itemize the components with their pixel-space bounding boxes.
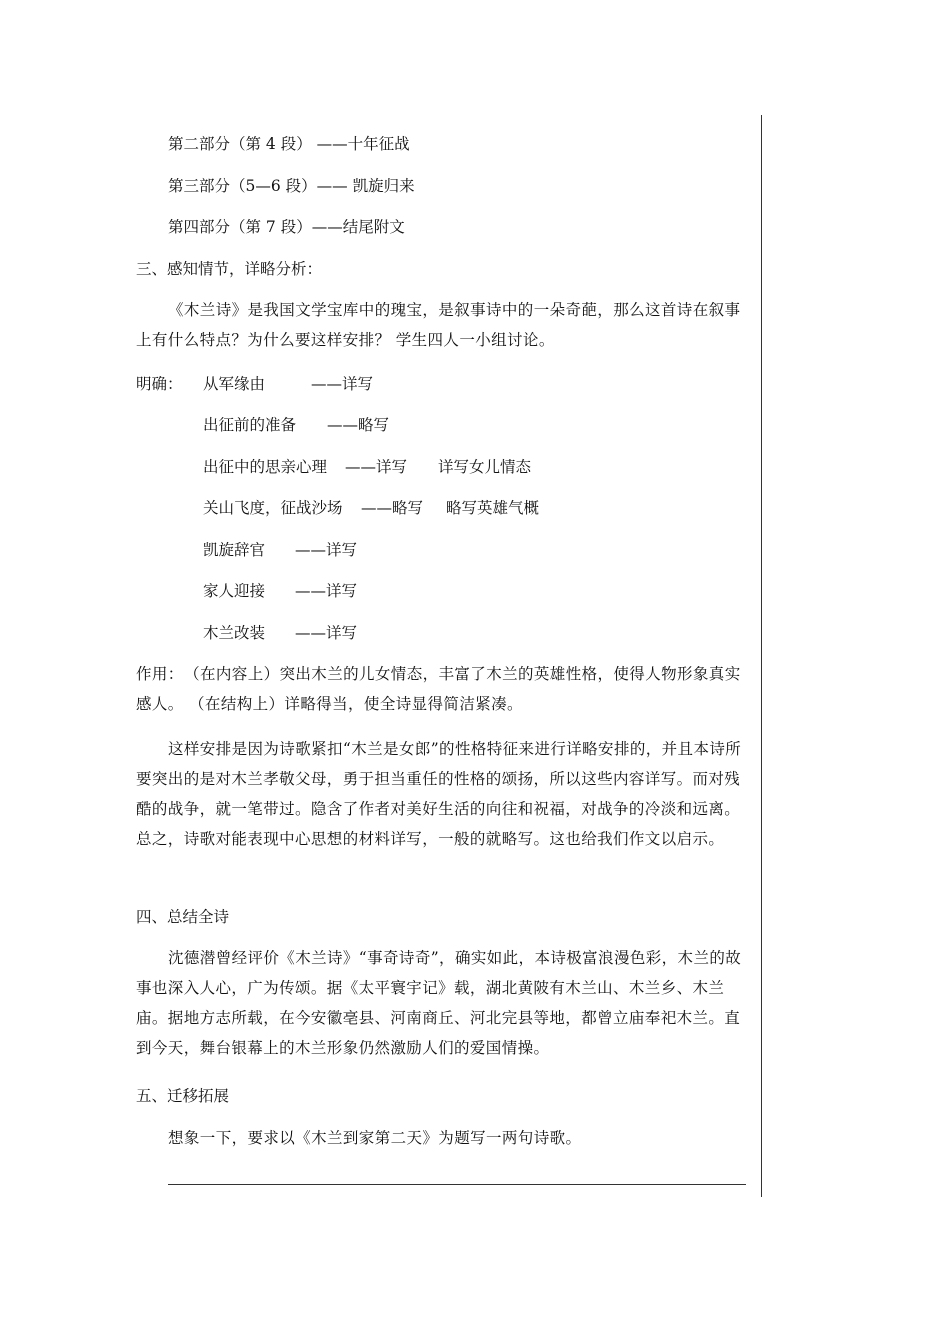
clarify-label: 明确： [136,375,183,393]
right-margin-rule [761,115,762,1197]
section-4-body: 沈德潜曾经评价《木兰诗》“事奇诗奇”，确实如此，本诗极富浪漫色彩，木兰的故事也深入人心，广为传颂。据《太平寰宇记》载，湖北黄陂有木兰山、木兰乡、木兰庙。据地方志所载，在今安徽亳县、河南商丘、河北完县等地，都曾立庙奉祀木兰。直到今天，舞台银幕上的木兰形象仍然激励人们的爱国情操。 [136,949,742,1057]
section-5-heading: 五、迁移拓展 [136,1087,230,1105]
clarify-item [203,581,357,601]
item-mark: ——详写 [295,624,358,642]
item-text: 关山飞度，征战沙场 [203,499,343,517]
section-3-heading: 三、感知情节，详略分析： [136,260,323,278]
item-text: 出征前的准备 [203,416,297,434]
item-text: 凯旋辞官 [203,541,266,559]
part-3-line: 第三部分（5—6 段）—— 凯旋归来 [168,177,415,195]
item-text: 木兰改装 [203,624,266,642]
item-mark: ——详写 [345,458,408,476]
item-mark: ——略写 [327,416,390,434]
clarify-item [203,623,357,643]
section-5-body: 想象一下，要求以《木兰到家第二天》为题写一两句诗歌。 [168,1129,582,1147]
item-note: 详写女儿情态 [438,458,532,476]
answer-line[interactable] [168,1184,746,1185]
item-text: 家人迎接 [203,582,266,600]
item-text: 从军缘由 [203,375,266,393]
clarify-item [203,374,373,394]
item-mark: ——略写 [361,499,424,517]
item-text: 出征中的思亲心理 [203,458,328,476]
clarify-item [203,415,389,435]
section-3-intro: 《木兰诗》是我国文学宝库中的瑰宝，是叙事诗中的一朵奇葩，那么这首诗在叙事上有什么特点？为什么要这样安排？ 学生四人一小组讨论。 [136,301,741,349]
clarify-item [203,457,531,477]
part-4-line: 第四部分（第 7 段）——结尾附文 [168,218,405,236]
item-mark: ——详写 [311,375,374,393]
effect-paragraph: 作用： （在内容上）突出木兰的儿女情态，丰富了木兰的英雄性格，使得人物形象真实感人。 （在结构上）详略得当，使全诗显得简洁紧凑。 [136,665,741,713]
item-mark: ——详写 [295,541,358,559]
item-mark: ——详写 [295,582,358,600]
clarify-item [203,498,539,518]
section-4-heading: 四、总结全诗 [136,908,230,926]
clarify-item [203,540,357,560]
item-note: 略写英雄气概 [446,499,540,517]
part-2-line: 第二部分（第 4 段） ——十年征战 [168,135,410,153]
reason-paragraph: 这样安排是因为诗歌紧扣“木兰是女郎”的性格特征来进行详略安排的，并且本诗所要突出的是对木兰孝敬父母，勇于担当重任的性格的颂扬，所以这些内容详写。而对残酷的战争，就一笔带过。隐含了作者对美好生活的向往和祝福，对战争的冷淡和远离。总之，诗歌对能表现中心思想的材料详写，一般的就略写。这也给我们作文以启示。 [136,740,742,848]
